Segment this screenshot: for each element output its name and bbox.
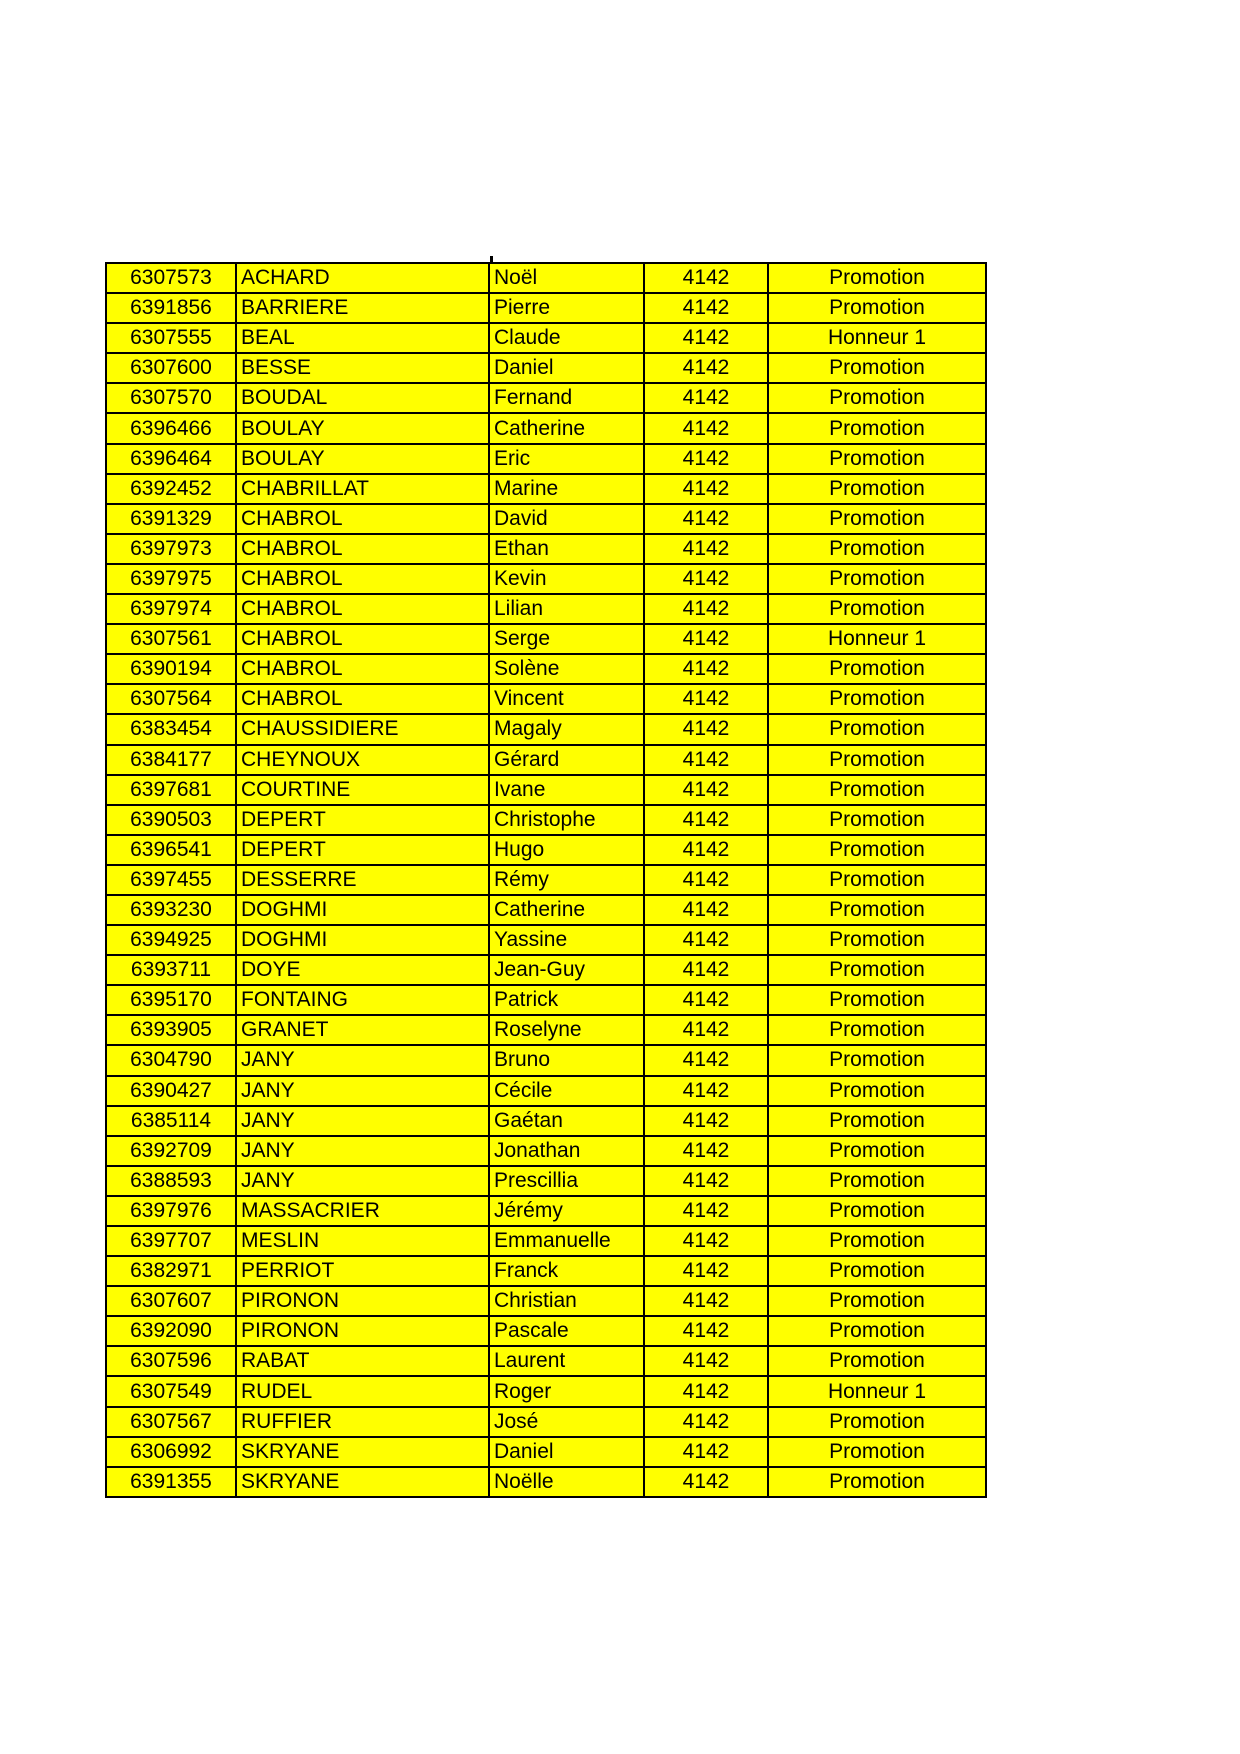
club-code-cell: 4142 [644, 985, 768, 1015]
licence-number-cell: 6392090 [106, 1316, 236, 1346]
first-name-cell: Yassine [489, 925, 644, 955]
licence-number-cell: 6397681 [106, 775, 236, 805]
first-name-cell: Noël [489, 263, 644, 293]
table-row [106, 1286, 986, 1316]
last-name-cell: DOGHMI [236, 895, 489, 925]
club-code-cell: 4142 [644, 1467, 768, 1497]
table-row [106, 474, 986, 504]
first-name-cell: Christian [489, 1286, 644, 1316]
last-name-cell: CHABROL [236, 564, 489, 594]
first-name-cell: Ethan [489, 534, 644, 564]
status-cell: Promotion [768, 684, 986, 714]
status-cell: Promotion [768, 413, 986, 443]
first-name-cell: Lilian [489, 594, 644, 624]
club-code-cell: 4142 [644, 895, 768, 925]
last-name-cell: MESLIN [236, 1226, 489, 1256]
licence-number-cell: 6396541 [106, 835, 236, 865]
last-name-cell: BESSE [236, 353, 489, 383]
table-row [106, 1376, 986, 1406]
club-code-cell: 4142 [644, 1316, 768, 1346]
table-row [106, 383, 986, 413]
first-name-cell: Vincent [489, 684, 644, 714]
last-name-cell: JANY [236, 1045, 489, 1075]
licence-number-cell: 6397707 [106, 1226, 236, 1256]
status-cell: Promotion [768, 594, 986, 624]
first-name-cell: Gérard [489, 745, 644, 775]
status-cell: Promotion [768, 955, 986, 985]
first-name-cell: Gaétan [489, 1106, 644, 1136]
table-row [106, 1045, 986, 1075]
table-row [106, 955, 986, 985]
licence-number-cell: 6307567 [106, 1407, 236, 1437]
licence-number-cell: 6383454 [106, 714, 236, 744]
last-name-cell: ACHARD [236, 263, 489, 293]
first-name-cell: Catherine [489, 895, 644, 925]
table-row [106, 1015, 986, 1045]
licence-number-cell: 6396466 [106, 413, 236, 443]
status-cell: Promotion [768, 1437, 986, 1467]
last-name-cell: CHABROL [236, 654, 489, 684]
club-code-cell: 4142 [644, 684, 768, 714]
club-code-cell: 4142 [644, 594, 768, 624]
status-cell: Promotion [768, 383, 986, 413]
last-name-cell: SKRYANE [236, 1467, 489, 1497]
licence-number-cell: 6390194 [106, 654, 236, 684]
last-name-cell: RUFFIER [236, 1407, 489, 1437]
first-name-cell: Christophe [489, 805, 644, 835]
first-name-cell: Ivane [489, 775, 644, 805]
licence-number-cell: 6385114 [106, 1106, 236, 1136]
last-name-cell: COURTINE [236, 775, 489, 805]
table-row [106, 323, 986, 353]
last-name-cell: MASSACRIER [236, 1196, 489, 1226]
table-row [106, 654, 986, 684]
status-cell: Honneur 1 [768, 1376, 986, 1406]
table-row [106, 444, 986, 474]
table-row [106, 293, 986, 323]
last-name-cell: JANY [236, 1136, 489, 1166]
status-cell: Honneur 1 [768, 624, 986, 654]
last-name-cell: RUDEL [236, 1376, 489, 1406]
club-code-cell: 4142 [644, 775, 768, 805]
status-cell: Promotion [768, 293, 986, 323]
status-cell: Promotion [768, 714, 986, 744]
last-name-cell: BOULAY [236, 413, 489, 443]
status-cell: Promotion [768, 805, 986, 835]
first-name-cell: David [489, 504, 644, 534]
club-code-cell: 4142 [644, 1407, 768, 1437]
table-row [106, 745, 986, 775]
club-code-cell: 4142 [644, 1286, 768, 1316]
club-code-cell: 4142 [644, 1045, 768, 1075]
table-row [106, 504, 986, 534]
licence-number-cell: 6384177 [106, 745, 236, 775]
status-cell: Promotion [768, 654, 986, 684]
licence-number-cell: 6397455 [106, 865, 236, 895]
last-name-cell: CHABROL [236, 684, 489, 714]
table-row [106, 534, 986, 564]
last-name-cell: BARRIERE [236, 293, 489, 323]
table-row [106, 594, 986, 624]
club-code-cell: 4142 [644, 1437, 768, 1467]
status-cell: Promotion [768, 925, 986, 955]
club-code-cell: 4142 [644, 624, 768, 654]
status-cell: Promotion [768, 1226, 986, 1256]
status-cell: Promotion [768, 895, 986, 925]
club-code-cell: 4142 [644, 383, 768, 413]
club-code-cell: 4142 [644, 1226, 768, 1256]
first-name-cell: Rémy [489, 865, 644, 895]
table-row [106, 353, 986, 383]
first-name-cell: Solène [489, 654, 644, 684]
last-name-cell: FONTAING [236, 985, 489, 1015]
first-name-cell: Laurent [489, 1346, 644, 1376]
last-name-cell: SKRYANE [236, 1437, 489, 1467]
licence-number-cell: 6306992 [106, 1437, 236, 1467]
status-cell: Promotion [768, 534, 986, 564]
first-name-cell: Patrick [489, 985, 644, 1015]
last-name-cell: DOYE [236, 955, 489, 985]
first-name-cell: Jonathan [489, 1136, 644, 1166]
club-code-cell: 4142 [644, 293, 768, 323]
table-row [106, 1136, 986, 1166]
first-name-cell: Jean-Guy [489, 955, 644, 985]
last-name-cell: PERRIOT [236, 1256, 489, 1286]
table-row [106, 1316, 986, 1346]
club-code-cell: 4142 [644, 1256, 768, 1286]
status-cell: Promotion [768, 1286, 986, 1316]
status-cell: Promotion [768, 353, 986, 383]
licence-number-cell: 6397976 [106, 1196, 236, 1226]
licence-number-cell: 6394925 [106, 925, 236, 955]
status-cell: Promotion [768, 1346, 986, 1376]
first-name-cell: Daniel [489, 353, 644, 383]
table-row [106, 985, 986, 1015]
status-cell: Promotion [768, 985, 986, 1015]
licence-number-cell: 6397973 [106, 534, 236, 564]
first-name-cell: Magaly [489, 714, 644, 744]
licence-number-cell: 6391355 [106, 1467, 236, 1497]
status-cell: Promotion [768, 1015, 986, 1045]
club-code-cell: 4142 [644, 654, 768, 684]
status-cell: Promotion [768, 745, 986, 775]
first-name-cell: Eric [489, 444, 644, 474]
status-cell: Promotion [768, 474, 986, 504]
table-row [106, 1256, 986, 1286]
status-cell: Promotion [768, 1045, 986, 1075]
first-name-cell: Pascale [489, 1316, 644, 1346]
club-code-cell: 4142 [644, 1166, 768, 1196]
status-cell: Promotion [768, 1136, 986, 1166]
licence-number-cell: 6307570 [106, 383, 236, 413]
last-name-cell: PIRONON [236, 1316, 489, 1346]
status-cell: Promotion [768, 1316, 986, 1346]
status-cell: Promotion [768, 1076, 986, 1106]
first-name-cell: Pierre [489, 293, 644, 323]
last-name-cell: CHABROL [236, 504, 489, 534]
club-code-cell: 4142 [644, 474, 768, 504]
last-name-cell: DEPERT [236, 805, 489, 835]
table-row [106, 413, 986, 443]
licence-number-cell: 6307573 [106, 263, 236, 293]
status-cell: Promotion [768, 1467, 986, 1497]
licence-number-cell: 6390427 [106, 1076, 236, 1106]
last-name-cell: DESSERRE [236, 865, 489, 895]
licence-number-cell: 6382971 [106, 1256, 236, 1286]
first-name-cell: Hugo [489, 835, 644, 865]
licence-number-cell: 6304790 [106, 1045, 236, 1075]
licence-number-cell: 6307607 [106, 1286, 236, 1316]
first-name-cell: Prescillia [489, 1166, 644, 1196]
last-name-cell: BOUDAL [236, 383, 489, 413]
last-name-cell: CHABROL [236, 534, 489, 564]
status-cell: Promotion [768, 263, 986, 293]
club-code-cell: 4142 [644, 714, 768, 744]
licence-number-cell: 6390503 [106, 805, 236, 835]
table-row [106, 775, 986, 805]
club-code-cell: 4142 [644, 1346, 768, 1376]
last-name-cell: JANY [236, 1166, 489, 1196]
table-row [106, 714, 986, 744]
first-name-cell: Noëlle [489, 1467, 644, 1497]
club-code-cell: 4142 [644, 955, 768, 985]
table-row [106, 1166, 986, 1196]
first-name-cell: Kevin [489, 564, 644, 594]
club-code-cell: 4142 [644, 925, 768, 955]
status-cell: Promotion [768, 1106, 986, 1136]
first-name-cell: Cécile [489, 1076, 644, 1106]
licence-number-cell: 6307600 [106, 353, 236, 383]
status-cell: Promotion [768, 504, 986, 534]
first-name-cell: Serge [489, 624, 644, 654]
status-cell: Promotion [768, 564, 986, 594]
first-name-cell: Roselyne [489, 1015, 644, 1045]
last-name-cell: DEPERT [236, 835, 489, 865]
club-code-cell: 4142 [644, 444, 768, 474]
licence-number-cell: 6392452 [106, 474, 236, 504]
first-name-cell: Roger [489, 1376, 644, 1406]
table-row [106, 805, 986, 835]
table-row [106, 865, 986, 895]
club-code-cell: 4142 [644, 263, 768, 293]
club-code-cell: 4142 [644, 323, 768, 353]
table-row [106, 1437, 986, 1467]
club-code-cell: 4142 [644, 865, 768, 895]
last-name-cell: GRANET [236, 1015, 489, 1045]
first-name-cell: Jérémy [489, 1196, 644, 1226]
licence-number-cell: 6307555 [106, 323, 236, 353]
licence-number-cell: 6307596 [106, 1346, 236, 1376]
licence-number-cell: 6397974 [106, 594, 236, 624]
licence-number-cell: 6392709 [106, 1136, 236, 1166]
club-code-cell: 4142 [644, 745, 768, 775]
table-row [106, 263, 986, 293]
last-name-cell: CHAUSSIDIERE [236, 714, 489, 744]
first-name-cell: Fernand [489, 383, 644, 413]
licence-number-cell: 6388593 [106, 1166, 236, 1196]
licence-number-cell: 6307564 [106, 684, 236, 714]
club-code-cell: 4142 [644, 564, 768, 594]
club-code-cell: 4142 [644, 353, 768, 383]
table-row [106, 1196, 986, 1226]
table-row [106, 684, 986, 714]
licence-number-cell: 6391856 [106, 293, 236, 323]
first-name-cell: Emmanuelle [489, 1226, 644, 1256]
table-row [106, 1106, 986, 1136]
last-name-cell: BOULAY [236, 444, 489, 474]
first-name-cell: Franck [489, 1256, 644, 1286]
last-name-cell: CHABROL [236, 594, 489, 624]
table-row [106, 1407, 986, 1437]
club-code-cell: 4142 [644, 1196, 768, 1226]
club-code-cell: 4142 [644, 504, 768, 534]
club-code-cell: 4142 [644, 1376, 768, 1406]
club-code-cell: 4142 [644, 413, 768, 443]
table-row [106, 1346, 986, 1376]
table-row [106, 925, 986, 955]
club-code-cell: 4142 [644, 1106, 768, 1136]
status-cell: Promotion [768, 835, 986, 865]
first-name-cell: Bruno [489, 1045, 644, 1075]
last-name-cell: RABAT [236, 1346, 489, 1376]
last-name-cell: CHABROL [236, 624, 489, 654]
licence-number-cell: 6395170 [106, 985, 236, 1015]
member-table-body [106, 263, 986, 1497]
table-row [106, 1467, 986, 1497]
club-code-cell: 4142 [644, 1076, 768, 1106]
last-name-cell: JANY [236, 1076, 489, 1106]
table-row [106, 895, 986, 925]
licence-number-cell: 6393230 [106, 895, 236, 925]
status-cell: Promotion [768, 1196, 986, 1226]
first-name-cell: Marine [489, 474, 644, 504]
last-name-cell: JANY [236, 1106, 489, 1136]
licence-number-cell: 6396464 [106, 444, 236, 474]
table-row [106, 1076, 986, 1106]
last-name-cell: CHEYNOUX [236, 745, 489, 775]
first-name-cell: Daniel [489, 1437, 644, 1467]
licence-number-cell: 6393905 [106, 1015, 236, 1045]
club-code-cell: 4142 [644, 1015, 768, 1045]
licence-number-cell: 6307549 [106, 1376, 236, 1406]
club-code-cell: 4142 [644, 1136, 768, 1166]
member-list-sheet [105, 262, 985, 1498]
status-cell: Honneur 1 [768, 323, 986, 353]
member-table [105, 262, 987, 1498]
table-row [106, 624, 986, 654]
table-row [106, 835, 986, 865]
status-cell: Promotion [768, 1256, 986, 1286]
status-cell: Promotion [768, 775, 986, 805]
licence-number-cell: 6397975 [106, 564, 236, 594]
club-code-cell: 4142 [644, 835, 768, 865]
licence-number-cell: 6307561 [106, 624, 236, 654]
last-name-cell: BEAL [236, 323, 489, 353]
status-cell: Promotion [768, 444, 986, 474]
first-name-cell: Catherine [489, 413, 644, 443]
last-name-cell: PIRONON [236, 1286, 489, 1316]
last-name-cell: CHABRILLAT [236, 474, 489, 504]
status-cell: Promotion [768, 1166, 986, 1196]
status-cell: Promotion [768, 1407, 986, 1437]
club-code-cell: 4142 [644, 534, 768, 564]
first-name-cell: José [489, 1407, 644, 1437]
licence-number-cell: 6391329 [106, 504, 236, 534]
last-name-cell: DOGHMI [236, 925, 489, 955]
first-name-cell: Claude [489, 323, 644, 353]
status-cell: Promotion [768, 865, 986, 895]
table-row [106, 564, 986, 594]
licence-number-cell: 6393711 [106, 955, 236, 985]
table-row [106, 1226, 986, 1256]
club-code-cell: 4142 [644, 805, 768, 835]
